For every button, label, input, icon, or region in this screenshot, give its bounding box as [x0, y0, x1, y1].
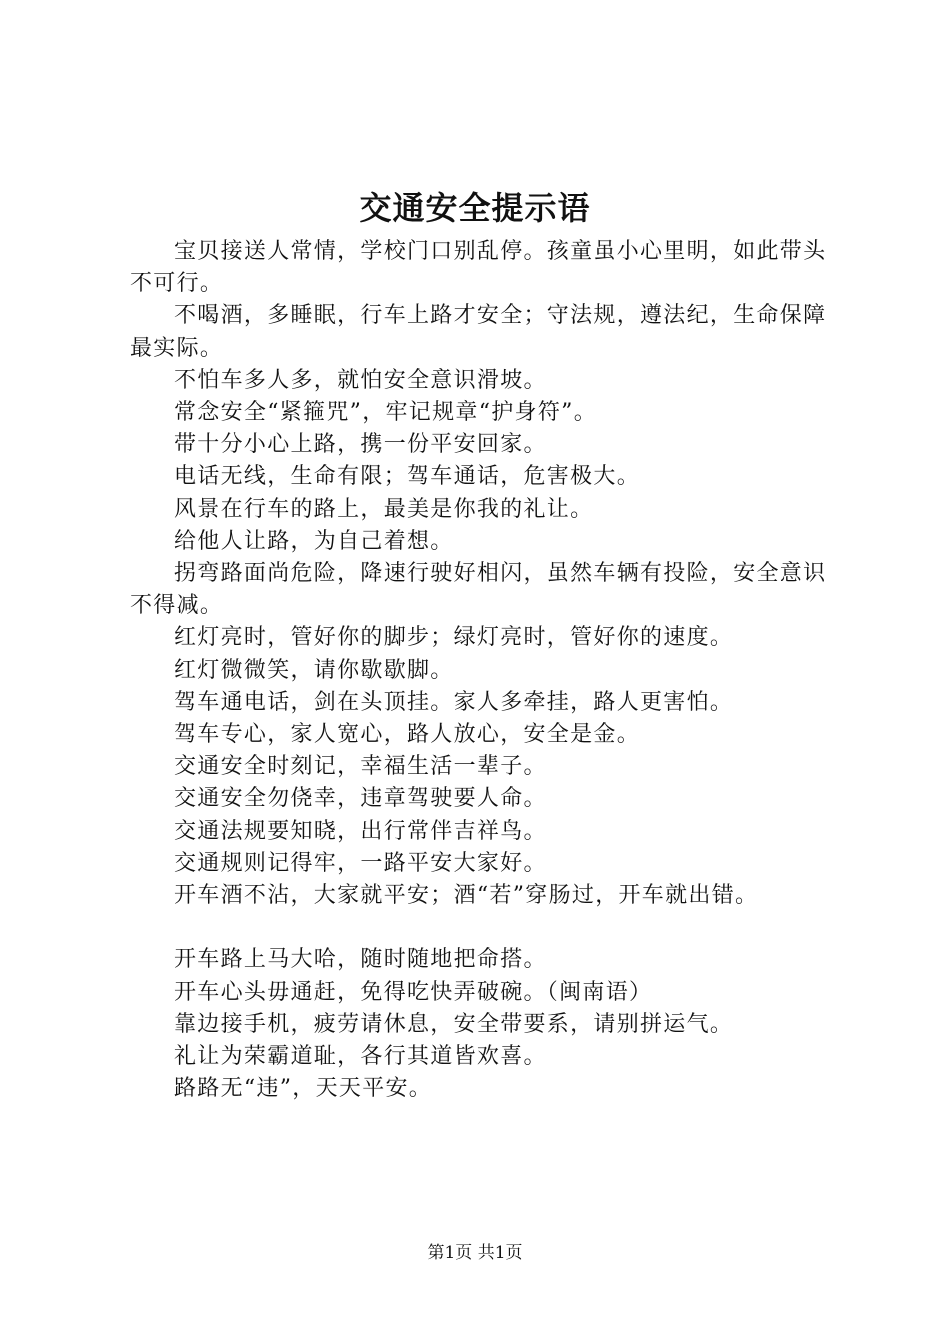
paragraph: 路路无“违”，天天平安。: [174, 1076, 433, 1102]
document-body: [130, 236, 840, 1105]
paragraph: 不喝酒，多睡眠，行车上路才安全；守法规，遵法纪，生命保障最实际。: [130, 303, 827, 361]
paragraph: 开车路上马大哈，随时随地把命搭。: [174, 947, 547, 973]
document-title: 交通安全提示语: [359, 189, 591, 227]
paragraph: 驾车专心，家人宽心，路人放心，安全是金。: [174, 722, 641, 748]
paragraph: 交通法规要知晓，出行常伴吉祥鸟。: [174, 818, 547, 844]
paragraph: 交通安全勿侥幸，违章驾驶要人命。: [174, 786, 547, 812]
paragraph: 带十分小心上路，携一份平安回家。: [174, 432, 547, 458]
paragraph: 宝贝接送人常情，学校门口别乱停。孩童虽小心里明，如此带头不可行。: [130, 239, 827, 297]
paragraph: 礼让为荣霸道耻，各行其道皆欢喜。: [174, 1044, 547, 1070]
paragraph: 交通安全时刻记，幸福生活一辈子。: [174, 754, 547, 780]
paragraph: 靠边接手机，疲劳请休息，安全带要系，请别拼运气。: [174, 1011, 734, 1037]
page-footer: 第1页 共1页: [427, 1243, 523, 1263]
paragraph: 开车心头毋通赶，免得吃快弄破碗。（闽南语）: [174, 979, 653, 1005]
paragraph: 拐弯路面尚危险，降速行驶好相闪，虽然车辆有投险，安全意识不得减。: [130, 561, 827, 619]
paragraph: 给他人让路，为自己着想。: [174, 528, 454, 554]
paragraph: 不怕车多人多，就怕安全意识滑坡。: [174, 367, 547, 393]
paragraph: 常念安全“紧箍咒”，牢记规章“护身符”。: [174, 400, 597, 426]
paragraph: 开车酒不沾，大家就平安；酒“若”穿肠过，开车就出错。: [174, 883, 759, 909]
paragraph: 红灯微微笑，请你歇歇脚。: [174, 657, 454, 683]
paragraph: 红灯亮时，管好你的脚步；绿灯亮时，管好你的速度。: [174, 625, 734, 651]
paragraph: 交通规则记得牢，一路平安大家好。: [174, 850, 547, 876]
paragraph-gap: [130, 912, 840, 944]
paragraph: 风景在行车的路上，最美是你我的礼让。: [174, 496, 594, 522]
paragraph: 驾车通电话，剑在头顶挂。家人多牵挂，路人更害怕。: [174, 689, 734, 715]
paragraph: 电话无线，生命有限；驾车通话，危害极大。: [174, 464, 641, 490]
